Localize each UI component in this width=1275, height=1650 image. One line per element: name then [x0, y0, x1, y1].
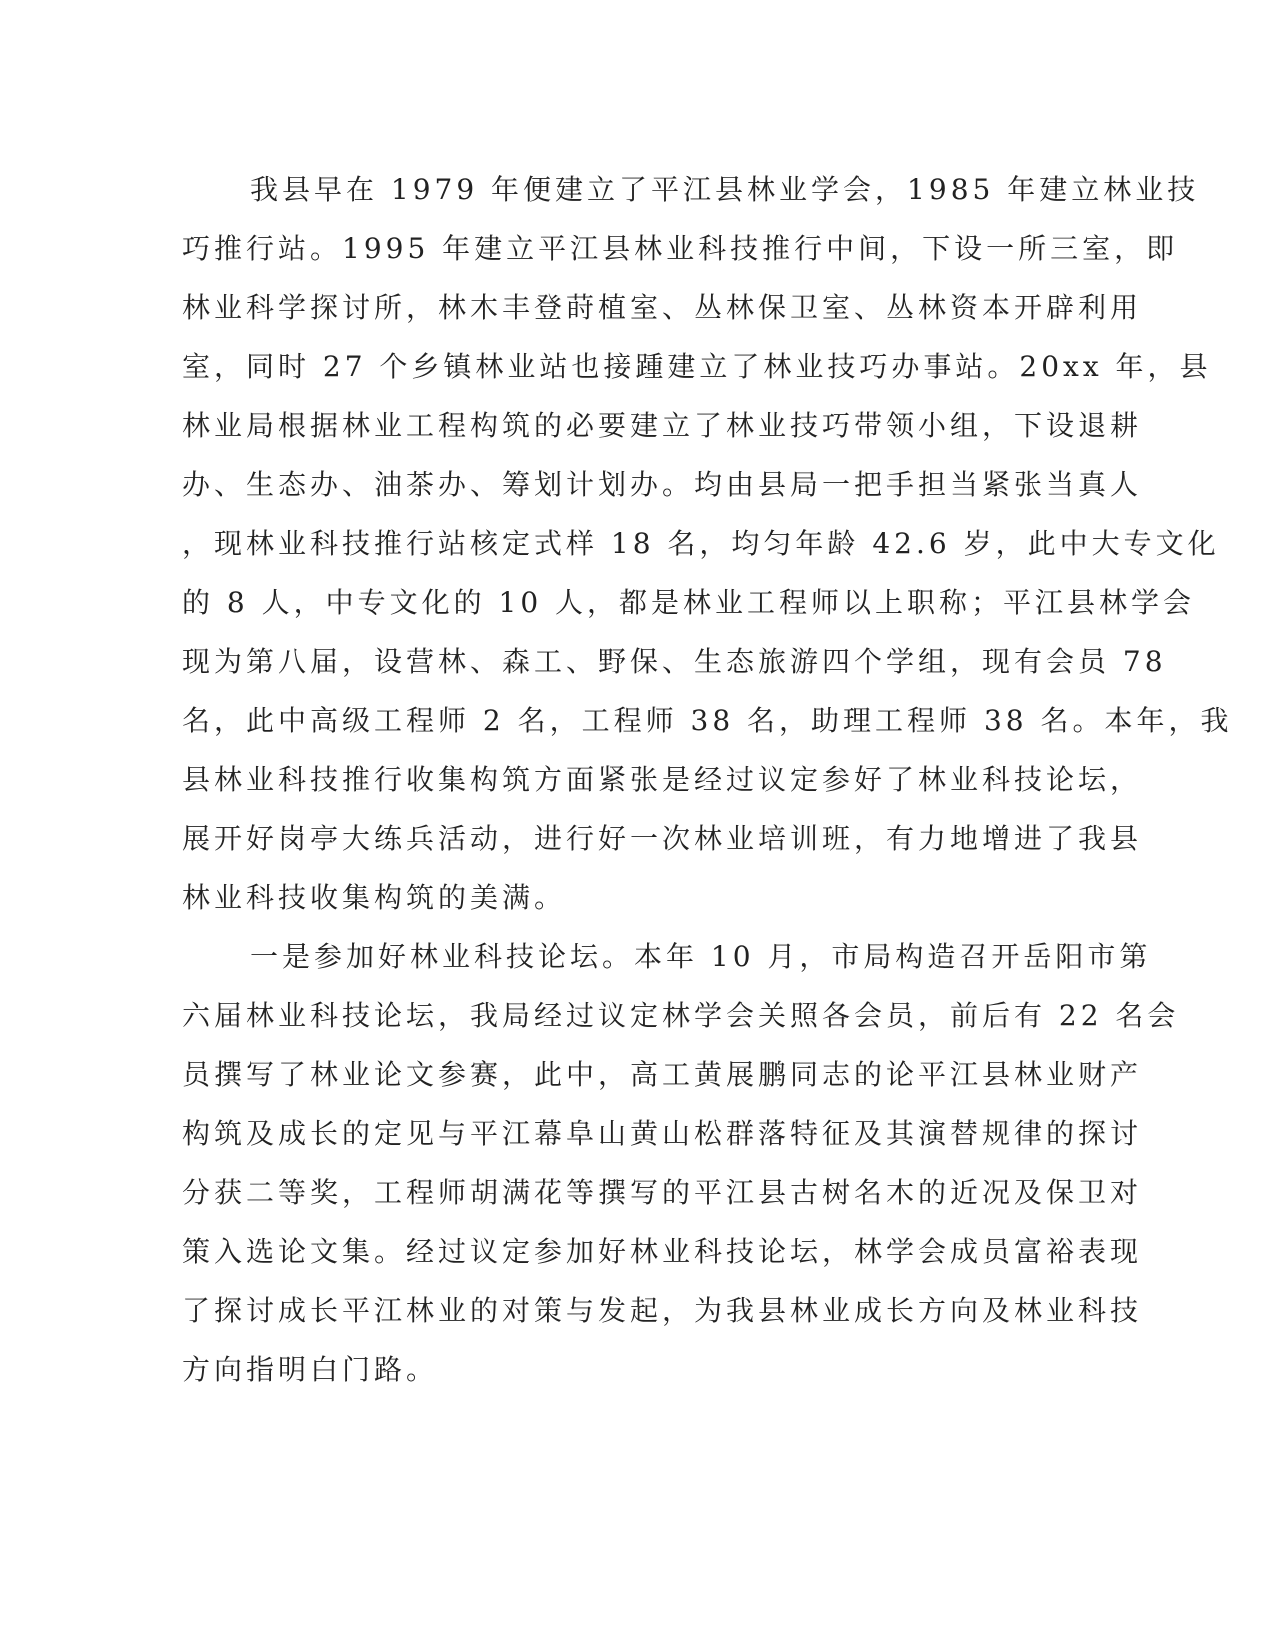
paragraph-line: 策入选论文集。经过议定参加好林业科技论坛，林学会成员富裕表现 — [182, 1235, 1143, 1268]
paragraph-line: 构筑及成长的定见与平江幕阜山黄山松群落特征及其演替规律的探讨 — [182, 1117, 1143, 1150]
paragraph-line: 方向指明白门路。 — [182, 1353, 439, 1386]
paragraph-line: 办、生态办、油茶办、筹划计划办。均由县局一把手担当紧张当真人 — [182, 468, 1143, 501]
paragraph-line: 林业科技收集构筑的美满。 — [182, 881, 567, 914]
paragraph-line: 员撰写了林业论文参赛，此中，高工黄展鹏同志的论平江县林业财产 — [182, 1058, 1143, 1091]
paragraph-line: 名，此中高级工程师 2 名，工程师 38 名，助理工程师 38 名。本年，我 — [182, 704, 1233, 737]
paragraph-line: 一是参加好林业科技论坛。本年 10 月，市局构造召开岳阳市第 — [250, 940, 1152, 973]
paragraph-line: 林业科学探讨所，林木丰登莳植室、丛林保卫室、丛林资本开辟利用 — [182, 291, 1143, 324]
paragraph-line: 现为第八届，设营林、森工、野保、生态旅游四个学组，现有会员 78 — [182, 645, 1167, 678]
paragraph-line: 的 8 人，中专文化的 10 人，都是林业工程师以上职称；平江县林学会 — [182, 586, 1196, 619]
paragraph-line: ，现林业科技推行站核定式样 18 名，均匀年龄 42.6 岁，此中大专文化 — [182, 527, 1220, 560]
paragraph-line: 了探讨成长平江林业的对策与发起，为我县林业成长方向及林业科技 — [182, 1294, 1143, 1327]
paragraph-line: 分获二等奖，工程师胡满花等撰写的平江县古树名木的近况及保卫对 — [182, 1176, 1143, 1209]
paragraph-line: 县林业科技推行收集构筑方面紧张是经过议定参好了林业科技论坛， — [182, 763, 1143, 796]
paragraph-2 — [182, 927, 1180, 1399]
paragraph-line: 六届林业科技论坛，我局经过议定林学会关照各会员，前后有 22 名会 — [182, 999, 1180, 1032]
paragraph-line: 林业局根据林业工程构筑的必要建立了林业技巧带领小组，下设退耕 — [182, 409, 1143, 442]
paragraph-line: 巧推行站。1995 年建立平江县林业科技推行中间，下设一所三室，即 — [182, 232, 1179, 265]
paragraph-line: 展开好岗亭大练兵活动，进行好一次林业培训班，有力地增进了我县 — [182, 822, 1143, 855]
paragraph-line: 室，同时 27 个乡镇林业站也接踵建立了林业技巧办事站。20xx 年，县 — [182, 350, 1212, 383]
paragraph-line: 我县早在 1979 年便建立了平江县林业学会，1985 年建立林业技 — [250, 173, 1200, 206]
paragraph-1 — [182, 160, 1233, 927]
document-body — [182, 160, 1233, 1399]
